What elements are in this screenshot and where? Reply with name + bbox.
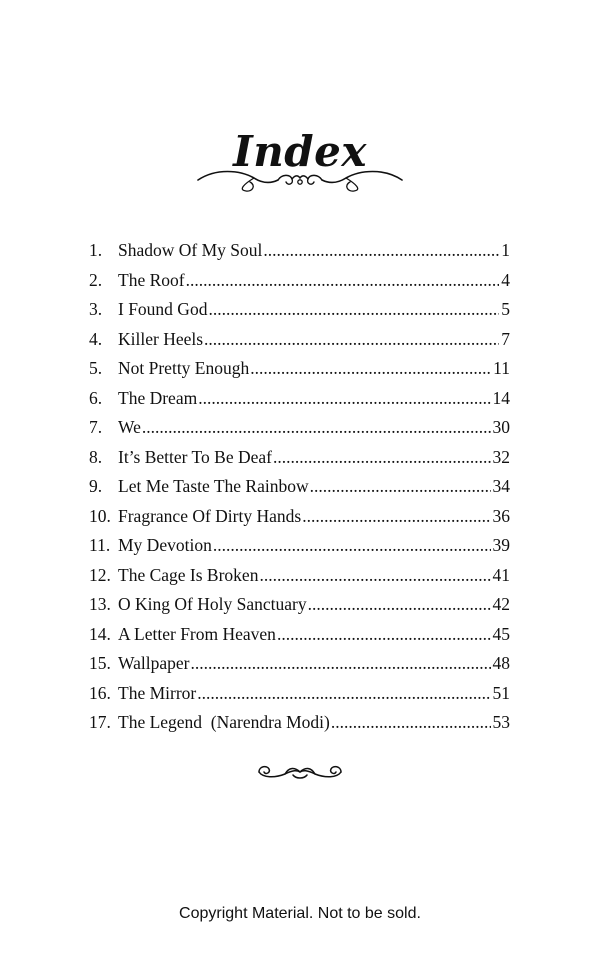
dot-leader xyxy=(273,443,491,473)
toc-entry-title: Shadow Of My Soul xyxy=(118,240,263,260)
toc-entry-number: 14. xyxy=(89,623,111,644)
table-of-contents xyxy=(89,236,510,738)
toc-entry-number: 4. xyxy=(89,328,103,349)
copyright-footer: Copyright Material. Not to be sold. xyxy=(179,905,421,922)
dot-leader xyxy=(204,325,499,355)
toc-entry-page: 11 xyxy=(493,358,510,378)
toc-entry-title: The Dream xyxy=(118,387,198,408)
toc-entry-page: 14 xyxy=(492,387,510,408)
dot-leader xyxy=(302,502,490,532)
toc-entry-page: 51 xyxy=(492,682,510,703)
toc-entry-number: 6. xyxy=(89,387,103,408)
toc-entry-number: 12. xyxy=(89,564,111,585)
toc-entry-title: The Mirror xyxy=(118,682,197,703)
toc-entry-number: 10. xyxy=(89,505,111,526)
toc-entry-number: 16. xyxy=(89,682,111,703)
toc-entry-6[interactable] xyxy=(89,384,510,414)
dot-leader xyxy=(250,354,491,384)
dot-leader xyxy=(331,708,491,738)
toc-entry-12[interactable] xyxy=(89,561,510,591)
toc-entry-1[interactable] xyxy=(89,236,510,266)
toc-entry-number: 5. xyxy=(89,358,103,378)
toc-entry-title: The Roof xyxy=(118,269,185,290)
toc-entry-title: Not Pretty Enough xyxy=(118,358,250,378)
dot-leader xyxy=(142,413,491,443)
dot-leader xyxy=(259,561,490,591)
scroll-ornament-icon xyxy=(255,762,345,782)
page-title: Index xyxy=(233,127,367,177)
dot-leader xyxy=(263,236,499,266)
toc-entry-14[interactable] xyxy=(89,620,510,650)
dot-leader xyxy=(208,295,499,325)
toc-entry-title: Let Me Taste The Rainbow xyxy=(118,476,309,496)
toc-entry-15[interactable] xyxy=(89,649,510,679)
toc-entry-title: Fragrance Of Dirty Hands xyxy=(118,505,302,526)
toc-entry-number: 13. xyxy=(89,594,111,614)
toc-entry-page: 48 xyxy=(492,653,510,673)
toc-entry-page: 32 xyxy=(492,446,510,467)
toc-entry-number: 17. xyxy=(89,712,111,732)
toc-entry-page: 39 xyxy=(492,535,510,555)
toc-entry-5[interactable] xyxy=(89,354,510,384)
toc-entry-page: 5 xyxy=(501,299,510,319)
dot-leader xyxy=(186,266,500,296)
toc-entry-title: We xyxy=(118,417,141,437)
toc-entry-number: 11. xyxy=(89,535,111,555)
toc-entry-number: 7. xyxy=(89,417,103,437)
toc-entry-8[interactable] xyxy=(89,443,510,473)
toc-entry-title: Wallpaper xyxy=(118,653,190,673)
toc-entry-title: My Devotion xyxy=(118,535,212,555)
dot-leader xyxy=(198,384,490,414)
toc-entry-page: 34 xyxy=(492,476,510,496)
dot-leader xyxy=(277,620,491,650)
toc-entry-number: 3. xyxy=(89,299,103,319)
toc-entry-number: 15. xyxy=(89,653,111,673)
toc-entry-number: 1. xyxy=(89,240,103,260)
toc-entry-number: 2. xyxy=(89,269,103,290)
toc-entry-title: It’s Better To Be Deaf xyxy=(118,446,272,467)
toc-entry-title: The Cage Is Broken xyxy=(118,564,259,585)
dot-leader xyxy=(197,679,490,709)
toc-entry-title: O King Of Holy Sanctuary xyxy=(118,594,307,614)
dot-leader xyxy=(310,472,491,502)
toc-entry-page: 4 xyxy=(501,269,510,290)
toc-entry-title: I Found God xyxy=(118,299,208,319)
toc-entry-page: 36 xyxy=(492,505,510,526)
toc-entry-page: 30 xyxy=(492,417,510,437)
toc-entry-page: 42 xyxy=(492,594,510,614)
toc-entry-page: 1 xyxy=(501,240,510,260)
flourish-divider-icon xyxy=(196,164,404,194)
toc-entry-page: 53 xyxy=(492,712,510,732)
toc-entry-3[interactable] xyxy=(89,295,510,325)
toc-entry-9[interactable] xyxy=(89,472,510,502)
toc-entry-title: Killer Heels xyxy=(118,328,204,349)
dot-leader xyxy=(308,590,491,620)
dot-leader xyxy=(190,649,490,679)
toc-entry-title: The Legend (Narendra Modi) xyxy=(118,712,330,732)
toc-entry-page: 7 xyxy=(501,328,510,349)
toc-entry-page: 41 xyxy=(492,564,510,585)
toc-entry-13[interactable] xyxy=(89,590,510,620)
toc-entry-16[interactable] xyxy=(89,679,510,709)
dot-leader xyxy=(213,531,491,561)
toc-entry-7[interactable] xyxy=(89,413,510,443)
toc-entry-11[interactable] xyxy=(89,531,510,561)
toc-entry-10[interactable] xyxy=(89,502,510,532)
toc-entry-17[interactable] xyxy=(89,708,510,738)
toc-entry-2[interactable] xyxy=(89,266,510,296)
toc-entry-title: A Letter From Heaven xyxy=(118,623,276,644)
toc-entry-number: 8. xyxy=(89,446,103,467)
toc-entry-4[interactable] xyxy=(89,325,510,355)
toc-entry-page: 45 xyxy=(492,623,510,644)
toc-entry-number: 9. xyxy=(89,476,103,496)
